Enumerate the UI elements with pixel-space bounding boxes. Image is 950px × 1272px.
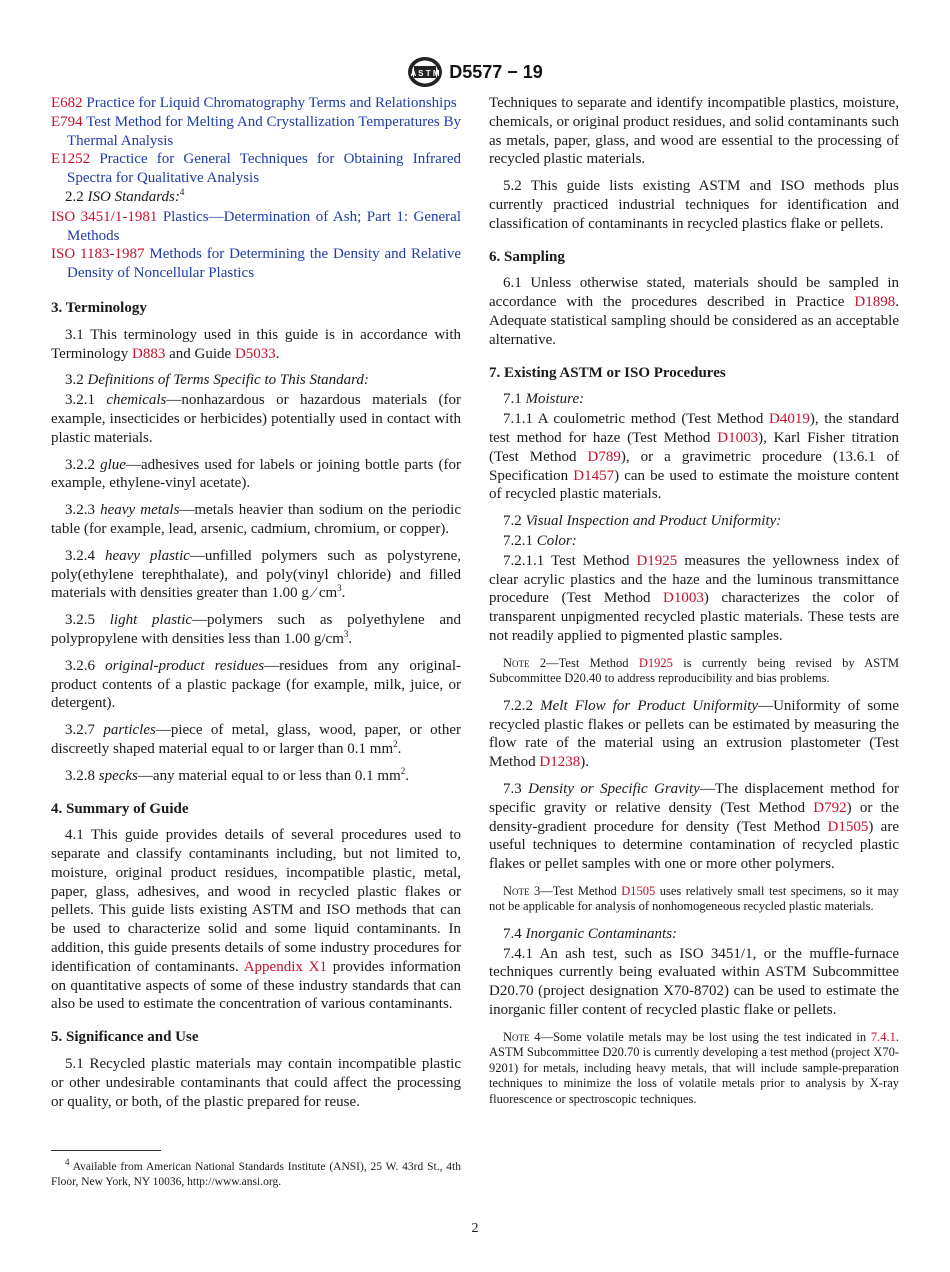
reference-code-link[interactable]: E682 <box>51 95 83 111</box>
footnote-divider <box>51 1150 161 1151</box>
d1898-link[interactable]: D1898 <box>854 294 896 311</box>
paragraph-7-3: 7.3 Density or Specific Gravity—The displacement method for specific gravity or relative density (Test Method D792) or the density-gradient procedure for density (Test Method D1505) are useful techniques to determine contamination of recycled plastic flakes or pellet samples with one or more other polymers. <box>489 780 899 873</box>
reference-item <box>51 245 461 283</box>
paragraph-7-1: 7.1 Moisture: <box>503 391 585 408</box>
d792-link[interactable]: D792 <box>813 799 847 816</box>
reference-list <box>51 94 461 283</box>
reference-item <box>51 94 461 113</box>
definition-specks: 3.2.8 specks—any material equal to or less than 0.1 $mm^2$. <box>65 765 410 784</box>
paragraph-7-2-1: 7.2.1 Color: <box>503 532 577 549</box>
definition-heavy-metals: 3.2.3 heavy metals—metals heavier than sodium on the periodic table (for example, lead, arsenic, cadmium, chromium, or copper). <box>51 502 462 537</box>
reference-title-link[interactable]: Test Method for Melting And Crystallization Temperatures By Thermal Analysis <box>67 113 461 149</box>
reference-item <box>51 113 461 151</box>
footnote-marker[interactable]: 4 <box>179 186 185 197</box>
footnote: $^4$ Available from American National Standards Institute (ANSI), 25 W. 43rd St., 4th Floor, New York, NY 10036, http://www.ansi.org. <box>51 1157 461 1188</box>
d1003-link[interactable]: D1003 <box>717 429 759 446</box>
paragraph-7-2: 7.2 Visual Inspection and Product Uniformity: <box>503 513 782 530</box>
reference-title-link[interactable]: Practice for General Techniques for Obtaining Infrared Spectra for Qualitative Analysis <box>67 151 461 187</box>
document-id: D5577 − 19 <box>449 61 543 82</box>
section-7-4-1-link[interactable]: 7.4.1 <box>870 1029 896 1044</box>
paragraph-5-1: 5.1 Recycled plastic materials may contain incompatible plastic or other undesirable contaminants that could affect the processing or quality, or both, of the plastic prepared for reuse. <box>51 1056 461 1110</box>
reference-item <box>51 208 461 246</box>
reference-item <box>51 150 461 188</box>
paragraph-5-2: 5.2 This guide lists existing ASTM and ISO methods plus currently practiced industrial techniques for identification and classification of contaminants in recycled plastics flake or pellets. <box>489 178 899 232</box>
section-heading-significance: 5. Significance and Use <box>51 1029 199 1046</box>
section-heading-summary: 4. Summary of Guide <box>51 800 189 817</box>
appendix-x1-link[interactable]: Appendix X1 <box>243 958 327 975</box>
page-header <box>0 56 950 88</box>
iso-standards-heading: 2.2 ISO Standards:$^4$ <box>65 186 185 205</box>
d5033-link[interactable]: D5033 <box>234 345 276 362</box>
left-column <box>51 94 461 1119</box>
reference-title-link[interactable]: Practice for Liquid Chromatography Terms and Relationships <box>86 95 457 111</box>
reference-title-link[interactable]: Methods for Determining the Density and Relative Density of Noncellular Plastics <box>67 246 462 282</box>
reference-code-link[interactable]: ISO 1183-1987 <box>51 246 145 263</box>
definition-original-product-residues: 3.2.6 original-product residues—residues from any original-product contents of a plastic package (for example, milk, juice, or detergent). <box>51 657 462 712</box>
d1457-link[interactable]: D1457 <box>573 467 615 484</box>
section-heading-sampling: 6. Sampling <box>489 248 565 265</box>
d4019-link[interactable]: D4019 <box>769 411 810 428</box>
svg-text:A S T M: A S T M <box>410 69 440 78</box>
d1505-link[interactable]: D1505 <box>621 883 656 898</box>
definition-heavy-plastic: 3.2.4 heavy plastic—unfilled polymers such as polystyrene, poly(ethylene terephthalate), and poly(vinyl chloride) and filled materials with densities greater than 1.00 g ⁄ $cm^3$. <box>51 547 461 602</box>
d1925-link[interactable]: D1925 <box>638 655 673 670</box>
note-2: Note 2—Test Method D1925 is currently being revised by ASTM Subcommittee D20.40 to address reproducibility and bias problems. <box>489 655 899 686</box>
definition-chemicals: 3.2.1 chemicals—nonhazardous or hazardous materials (for example, insecticides or herbicides) potentially used in contact with plastic materials. <box>51 392 461 446</box>
paragraph-7-2-1-1: 7.2.1.1 Test Method D1925 measures the yellowness index of clear acrylic plastics and the haze and the luminous transmittance procedure (Test Method D1003) characterizes the color of transparent unpigmented recycled plastic materials. These tests are not readily applied to pigmented plastic samples. <box>489 552 899 644</box>
paragraph-7-2-2: 7.2.2 Melt Flow for Product Uniformity—Uniformity of some recycled plastic flakes or pellets can be estimated by measuring the flow rate of the material using an extrusion plastometer (Test Method D1238). <box>489 697 900 771</box>
paragraph-3-1: 3.1 This terminology used in this guide is in accordance with Terminology D883 and Guide D5033. <box>51 326 461 362</box>
paragraph-6-1: 6.1 Unless otherwise stated, materials should be sampled in accordance with the procedures described in Practice D1898. Adequate statistical sampling should be considered as an acceptable alternative. <box>489 275 899 348</box>
d883-link[interactable]: D883 <box>132 345 166 362</box>
paragraph-5-1-continued: Techniques to separate and identify incompatible plastics, moisture, chemicals, or original product residues, and solid contaminants such as metals, paper, glass, and wood are essential to the processing of recycled plastic materials. <box>489 95 899 168</box>
reference-title-link[interactable]: Plastics—Determination of Ash; Part 1: General Methods <box>67 208 461 244</box>
definition-light-plastic: 3.2.5 light plastic—polymers such as polyethylene and polypropylene with densities less than 1.00 $g/cm^3$. <box>51 612 462 647</box>
right-column <box>489 94 899 1117</box>
paragraph-7-4: 7.4 Inorganic Contaminants: <box>503 925 678 942</box>
paragraph-7-4-1: 7.4.1 An ash test, such as ISO 3451/1, or the muffle-furnace techniques currently being evaluated within ASTM Subcommittee D20.70 (project designation X70-8702) can be used to estimate the inorganic filler content of recycled plastic flake or pellets. <box>489 945 899 1019</box>
reference-code-link[interactable]: E1252 <box>51 151 91 168</box>
reference-code-link[interactable]: E794 <box>51 113 83 130</box>
section-heading-terminology: 3. Terminology <box>51 299 147 316</box>
definition-glue: 3.2.2 glue—adhesives used for labels or joining bottle parts (for example, ethylene-vinyl acetate). <box>51 456 462 492</box>
paragraph-4-1: 4.1 This guide provides details of several procedures used to separate and classify contaminants including, but not limited to, moisture, original product residues, incompatible plastic, metal, paper, glass, adhesives, and wood in recycled plastic flakes or pellets. This guide lists existing ASTM and ISO methods that can be used to characterize solid and some liquid contaminants. In addition, this guide presents details of some industry procedures for identification of contaminants. Appendix X1 provides information on quantitative aspects of some of these industry standards that can also be used to estimate the concentration of various contaminants. <box>51 827 461 1013</box>
definition-particles: 3.2.7 particles—piece of metal, glass, wood, paper, or other discreetly shaped material equal to or larger than 0.1 $mm^2$. <box>51 722 462 757</box>
paragraph-7-1-1: 7.1.1 A coulometric method (Test Method D4019), the standard test method for haze (Test Method D1003), Karl Fisher titration (Test Method D789), or a gravimetric procedure (13.6.1 of Specification D1457) can be used to estimate the moisture content of recycled plastic materials. <box>489 411 899 503</box>
note-4: Note 4—Some volatile metals may be lost using the test indicated in 7.4.1. ASTM Subcommittee D20.70 is currently developing a test method (project X70-9201) for metals, including heavy metals, that will include sample-preparation techniques to minimize the loss of volatile metals prior to analysis by X-ray fluorescence or spectroscopic techniques. <box>489 1029 899 1106</box>
d1003-link[interactable]: D1003 <box>663 590 704 607</box>
d1925-link[interactable]: D1925 <box>636 552 678 569</box>
d789-link[interactable]: D789 <box>587 448 621 465</box>
d1505-link[interactable]: D1505 <box>827 818 869 835</box>
paragraph-3-2: 3.2 Definitions of Terms Specific to This Standard: <box>65 372 369 389</box>
d1238-link[interactable]: D1238 <box>539 754 581 771</box>
page-number: 2 <box>471 1221 479 1236</box>
reference-code-link[interactable]: ISO 3451/1-1981 <box>51 208 158 225</box>
section-heading-procedures: 7. Existing ASTM or ISO Procedures <box>489 364 726 381</box>
astm-logo-icon <box>407 56 443 88</box>
note-3: Note 3—Test Method D1505 uses relatively small test specimens, so it may not be applicable for analysis of nonhomogeneous recycled plastic materials. <box>489 883 899 914</box>
